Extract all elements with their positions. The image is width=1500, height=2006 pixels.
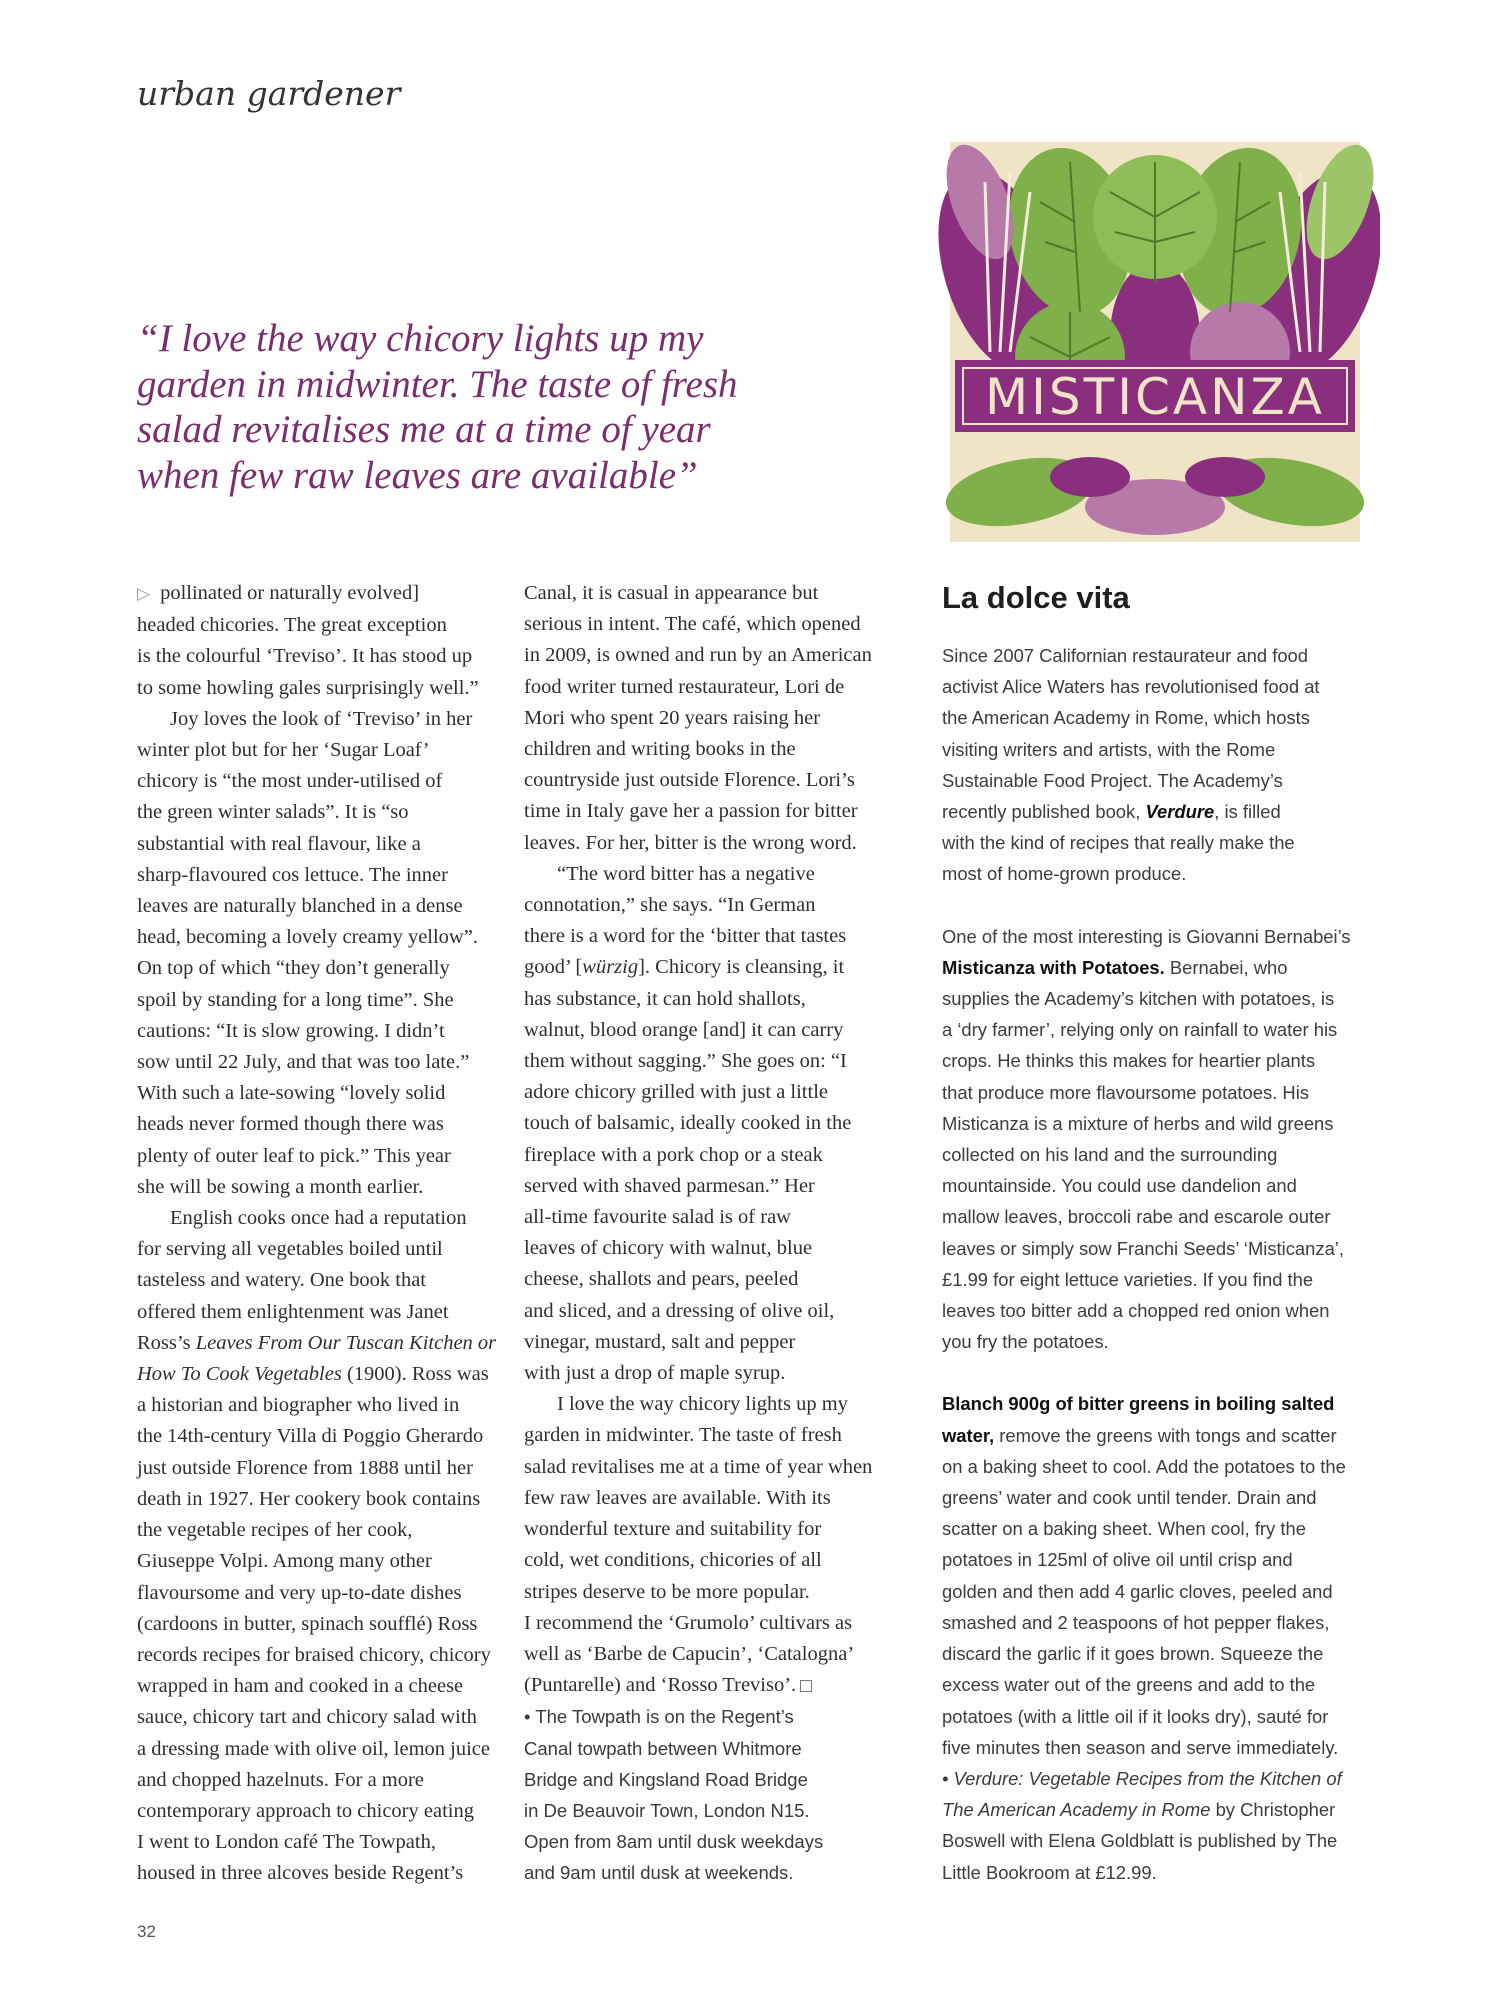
sidebar-line: potatoes in 125ml of olive oil until crisp and — [942, 1549, 1293, 1571]
section-title: urban gardener — [137, 74, 401, 113]
sidebar-line: Since 2007 Californian restaurateur and food — [942, 645, 1309, 666]
continued-arrow-icon: ▷ — [137, 584, 151, 604]
text-line: them without sagging.” She goes on: “I — [524, 1050, 847, 1073]
text-line: headed chicories. The great exception — [137, 614, 447, 637]
text-line: spoil by standing for a long time”. She — [137, 988, 454, 1011]
text-line: connotation,” she says. “In German — [524, 894, 816, 917]
text-line: ▷ pollinated or naturally evolved] — [137, 582, 420, 604]
text-line: Mori who spent 20 years raising her — [524, 706, 821, 729]
sidebar-line: the American Academy in Rome, which hosts — [942, 707, 1310, 729]
sidebar-line: excess water out of the greens and add to the — [942, 1674, 1316, 1696]
sidebar-line: five minutes then season and serve immediately. — [942, 1736, 1339, 1758]
text-line: I love the way chicory lights up my — [557, 1393, 848, 1416]
text-line: cautions: “It is slow growing. I didn’t — [137, 1019, 445, 1042]
text-line: the vegetable recipes of her cook, — [137, 1519, 413, 1542]
article-column-2 — [524, 578, 872, 1889]
sidebar-line: mountainside. You could use dandelion and — [942, 1175, 1297, 1197]
text-line: I recommend the ‘Grumolo’ cultivars as — [524, 1611, 853, 1634]
sidebar-line: golden and then add 4 garlic cloves, peeled and — [942, 1580, 1333, 1602]
text-line: children and writing books in the — [524, 738, 796, 761]
sidebar-line: a ‘dry farmer’, relying only on rainfall to water his — [942, 1019, 1338, 1041]
paragraph-gap — [942, 1357, 1382, 1388]
venue-note-line: Canal towpath between Whitmore — [524, 1737, 802, 1759]
text-line: has substance, it can hold shallots, — [524, 987, 806, 1010]
text-line: sharp-flavoured cos lettuce. The inner — [137, 863, 448, 886]
sidebar-line: with the kind of recipes that really make the — [942, 832, 1295, 854]
venue-note-line: and 9am until dusk at weekends. — [524, 1862, 794, 1884]
sidebar-line: recently published book, Verdure, is filled — [942, 801, 1281, 823]
sidebar-line: you fry the potatoes. — [942, 1331, 1109, 1353]
text-line: there is a word for the ‘bitter that tastes — [524, 925, 847, 948]
text-line: wrapped in ham and cooked in a cheese — [137, 1675, 464, 1698]
book-title: How To Cook Vegetables — [137, 1363, 342, 1386]
text-line: tasteless and watery. One book that — [137, 1269, 427, 1292]
text-line: walnut, blood orange [and] it can carry — [524, 1018, 844, 1041]
end-mark-icon — [800, 1680, 812, 1692]
sidebar-line: supplies the Academy’s kitchen with potatoes, is — [942, 988, 1335, 1010]
text-line: (Puntarelle) and ‘Rosso Treviso’. — [524, 1670, 872, 1701]
text-line: leaves are naturally blanched in a dense — [137, 895, 463, 918]
text-line: sauce, chicory tart and chicory salad with — [137, 1706, 477, 1729]
sidebar-line: on a baking sheet to cool. Add the potatoes to the — [942, 1455, 1346, 1477]
text-line: head, becoming a lovely creamy yellow”. — [137, 926, 478, 949]
text-line: she will be sowing a month earlier. — [137, 1175, 424, 1198]
sidebar-line: Misticanza is a mixture of herbs and wild greens — [942, 1112, 1334, 1134]
text-line: in 2009, is owned and run by an American — [524, 644, 872, 667]
vegetable-leaves-icon — [930, 122, 1380, 562]
book-title: The American Academy in Rome — [942, 1799, 1211, 1821]
text-line: garden in midwinter. The taste of fresh — [524, 1424, 842, 1447]
text-line: the green winter salads”. It is “so — [137, 801, 409, 824]
sidebar-line: activist Alice Waters has revolutionised food at — [942, 676, 1320, 698]
text-line: a dressing made with olive oil, lemon juice — [137, 1737, 490, 1760]
sidebar-line: Sustainable Food Project. The Academy’s — [942, 769, 1283, 791]
sidebar-line: crops. He thinks this makes for heartier plants — [942, 1050, 1316, 1072]
paragraph-gap — [942, 890, 1382, 921]
text-line: “The word bitter has a negative — [557, 862, 815, 885]
recipe-step-lead: water, — [942, 1424, 995, 1446]
page-number: 32 — [137, 1922, 156, 1941]
book-title: Verdure — [1145, 801, 1215, 823]
venue-note-line: • The Towpath is on the Regent’s — [524, 1706, 794, 1728]
sidebar-panel — [942, 578, 1382, 1888]
misticanza-illustration — [930, 122, 1380, 562]
text-line: the 14th-century Villa di Poggio Gherardo — [137, 1425, 484, 1448]
pull-quote-line: garden in midwinter. The taste of fresh — [137, 362, 738, 406]
text-line: well as ‘Barbe de Capucin’, ‘Catalogna’ — [524, 1642, 855, 1665]
sidebar-line: visiting writers and artists, with the Rome — [942, 738, 1276, 760]
text-line: heads never formed though there was — [137, 1113, 444, 1136]
sidebar-line: scatter on a baking sheet. When cool, fry the — [942, 1518, 1306, 1540]
venue-note-line: in De Beauvoir Town, London N15. — [524, 1799, 810, 1821]
article-column-1 — [137, 578, 496, 1890]
sidebar-line: Boswell with Elena Goldblatt is published by The — [942, 1830, 1338, 1852]
text-line: contemporary approach to chicory eating — [137, 1799, 474, 1822]
text-line: Ross’s Leaves From Our Tuscan Kitchen or — [137, 1331, 497, 1354]
text-line: a historian and biographer who lived in — [137, 1394, 460, 1417]
pull-quote — [137, 316, 737, 498]
sidebar-line: Little Bookroom at £12.99. — [942, 1861, 1157, 1883]
sidebar-line: £1.99 for eight lettuce varieties. If you find the — [942, 1268, 1314, 1290]
text-line: chicory is “the most under-utilised of — [137, 770, 443, 793]
text-line: death in 1927. Her cookery book contains — [137, 1487, 481, 1510]
sidebar-line: collected on his land and the surrounding — [942, 1144, 1278, 1166]
text-line: On top of which “they don’t generally — [137, 957, 450, 980]
text-line: few raw leaves are available. With its — [524, 1486, 831, 1509]
text-line: food writer turned restaurateur, Lori de — [524, 675, 845, 698]
text-line: plenty of outer leaf to pick.” This year — [137, 1144, 451, 1167]
text-line: English cooks once had a reputation — [170, 1207, 467, 1230]
pull-quote-line: “I love the way chicory lights up my — [137, 317, 704, 360]
text-line: offered them enlightenment was Janet — [137, 1300, 449, 1323]
sidebar-line: Misticanza with Potatoes. Bernabei, who — [942, 956, 1288, 978]
text-line: all-time favourite salad is of raw — [524, 1206, 791, 1229]
sidebar-line: that produce more flavoursome potatoes. His — [942, 1081, 1309, 1103]
text-line: (cardoons in butter, spinach soufflé) Ross — [137, 1612, 478, 1635]
text-line: is the colourful ‘Treviso’. It has stood up — [137, 645, 473, 668]
text-line: wonderful texture and suitability for — [524, 1518, 822, 1541]
venue-note-line: Open from 8am until dusk weekdays — [524, 1831, 824, 1853]
text-line: records recipes for braised chicory, chicory — [137, 1643, 491, 1666]
text-line: adore chicory grilled with just a little — [524, 1081, 828, 1104]
text-line: With such a late-sowing “lovely solid — [137, 1082, 446, 1105]
sidebar-line: smashed and 2 teaspoons of hot pepper flakes, — [942, 1611, 1330, 1633]
text-line: touch of balsamic, ideally cooked in the — [524, 1112, 852, 1135]
text-line: serious in intent. The café, which opened — [524, 613, 861, 636]
text-line: just outside Florence from 1888 until her — [137, 1456, 473, 1479]
pull-quote-line: when few raw leaves are available” — [137, 453, 698, 497]
sidebar-line: water, remove the greens with tongs and scatter — [942, 1424, 1337, 1446]
sidebar-line: mallow leaves, broccoli rabe and escarole outer — [942, 1206, 1331, 1228]
sidebar-line: leaves too bitter add a chopped red onion when — [942, 1300, 1330, 1322]
text-line: Joy loves the look of ‘Treviso’ in her — [170, 707, 473, 730]
sidebar-line: potatoes (with a little oil if it looks dry), sauté for — [942, 1705, 1329, 1727]
text-line: cheese, shallots and pears, peeled — [524, 1268, 799, 1291]
text-line: to some howling gales surprisingly well.” — [137, 676, 479, 699]
sidebar-title: La dolce vita — [942, 580, 1130, 615]
text-line: substantial with real flavour, like a — [137, 832, 421, 855]
text-line: leaves. For her, bitter is the wrong word. — [524, 831, 857, 854]
venue-note-line: Bridge and Kingsland Road Bridge — [524, 1768, 808, 1790]
text-line: good’ [würzig]. Chicory is cleansing, it — [524, 956, 845, 979]
text-line: fireplace with a pork chop or a steak — [524, 1143, 823, 1166]
text-line: housed in three alcoves beside Regent’s — [137, 1862, 464, 1885]
text-line: salad revitalises me at a time of year when — [524, 1455, 873, 1478]
text-line: and sliced, and a dressing of olive oil, — [524, 1299, 835, 1322]
text-line: winter plot but for her ‘Sugar Loaf’ — [137, 739, 430, 762]
text-line: Giuseppe Volpi. Among many other — [137, 1550, 432, 1573]
sidebar-line: leaves or simply sow Franchi Seeds’ ‘Misticanza’, — [942, 1237, 1345, 1259]
text-line: I went to London café The Towpath, — [137, 1831, 436, 1854]
recipe-step-lead: Blanch 900g of bitter greens in boiling salted — [942, 1393, 1335, 1415]
sidebar-line: • Verdure: Vegetable Recipes from the Kitchen of — [942, 1767, 1342, 1789]
text-line: cold, wet conditions, chicories of all — [524, 1549, 822, 1572]
text-line: for serving all vegetables boiled until — [137, 1238, 443, 1261]
text-line: stripes deserve to be more popular. — [524, 1580, 810, 1603]
text-line: How To Cook Vegetables (1900). Ross was — [137, 1363, 489, 1386]
text-line: Canal, it is casual in appearance but — [524, 582, 819, 604]
text-line: flavoursome and very up-to-date dishes — [137, 1581, 462, 1604]
text-line: and chopped hazelnuts. For a more — [137, 1768, 424, 1791]
book-title: Leaves From Our Tuscan Kitchen or — [195, 1331, 497, 1354]
text-line: vinegar, mustard, salt and pepper — [524, 1330, 796, 1353]
sidebar-line: The American Academy in Rome by Christopher — [942, 1799, 1336, 1821]
sidebar-line: greens’ water and cook until tender. Drain and — [942, 1487, 1317, 1509]
sidebar-line: discard the garlic if it goes brown. Squeeze the — [942, 1643, 1324, 1665]
sidebar-line: most of home-grown produce. — [942, 863, 1187, 885]
text-line: countryside just outside Florence. Lori’s — [524, 769, 855, 792]
text-line: with just a drop of maple syrup. — [524, 1362, 786, 1385]
illustration-label: MISTICANZA — [985, 368, 1325, 426]
sidebar-line: One of the most interesting is Giovanni Bernabei’s — [942, 925, 1351, 947]
text-line: leaves of chicory with walnut, blue — [524, 1237, 813, 1260]
text-line: served with shaved parmesan.” Her — [524, 1174, 815, 1197]
sidebar-line — [942, 1388, 1382, 1419]
pull-quote-line: salad revitalises me at a time of year — [137, 408, 711, 451]
recipe-name: Misticanza with Potatoes. — [942, 956, 1165, 978]
text-line: time in Italy gave her a passion for bitter — [524, 800, 858, 823]
text-line: sow until 22 July, and that was too late.” — [137, 1051, 470, 1074]
